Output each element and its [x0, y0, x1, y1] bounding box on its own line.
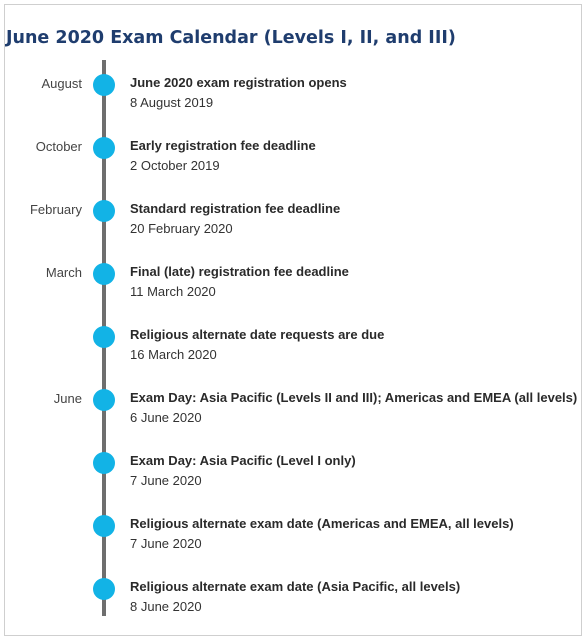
timeline-dot-icon	[93, 263, 115, 285]
timeline-event	[0, 514, 587, 554]
timeline-dot-icon	[93, 389, 115, 411]
timeline-event	[0, 325, 587, 365]
event-date: 2 October 2019	[130, 158, 220, 173]
timeline-event	[0, 73, 587, 113]
event-month: February	[29, 202, 82, 217]
event-date: 16 March 2020	[130, 347, 217, 362]
timeline-event	[0, 136, 587, 176]
timeline-dot-icon	[93, 137, 115, 159]
timeline-dot-icon	[93, 452, 115, 474]
event-date: 7 June 2020	[130, 473, 202, 488]
event-title: Early registration fee deadline	[130, 138, 316, 153]
timeline-event	[0, 388, 587, 428]
event-date: 6 June 2020	[130, 410, 202, 425]
event-date: 20 February 2020	[130, 221, 233, 236]
event-title: Exam Day: Asia Pacific (Level I only)	[130, 453, 356, 468]
event-title: Religious alternate exam date (Americas and EMEA, all levels)	[130, 516, 514, 531]
timeline-event	[0, 199, 587, 239]
event-title: Religious alternate exam date (Asia Pacific, all levels)	[130, 579, 461, 594]
event-title: Religious alternate date requests are due	[130, 327, 385, 342]
event-title: June 2020 exam registration opens	[130, 75, 347, 90]
event-date: 11 March 2020	[130, 284, 216, 299]
timeline-dot-icon	[93, 74, 115, 96]
page-title: June 2020 Exam Calendar (Levels I, II, and III)	[6, 28, 456, 48]
event-title: Exam Day: Asia Pacific (Levels II and III); Americas and EMEA (all levels)	[130, 390, 578, 405]
timeline-event	[0, 262, 587, 302]
timeline-dot-icon	[93, 578, 115, 600]
event-date: 7 June 2020	[130, 536, 202, 551]
timeline-dot-icon	[93, 326, 115, 348]
event-date: 8 June 2020	[130, 599, 202, 614]
timeline-event	[0, 577, 587, 617]
event-title: Standard registration fee deadline	[130, 201, 341, 216]
event-title: Final (late) registration fee deadline	[130, 264, 349, 279]
event-month: August	[41, 76, 82, 91]
timeline-dot-icon	[93, 200, 115, 222]
timeline-dot-icon	[93, 515, 115, 537]
event-month: October	[35, 139, 82, 154]
event-month: March	[45, 265, 82, 280]
timeline-event	[0, 451, 587, 491]
event-date: 8 August 2019	[130, 95, 214, 110]
event-month: June	[53, 391, 82, 406]
